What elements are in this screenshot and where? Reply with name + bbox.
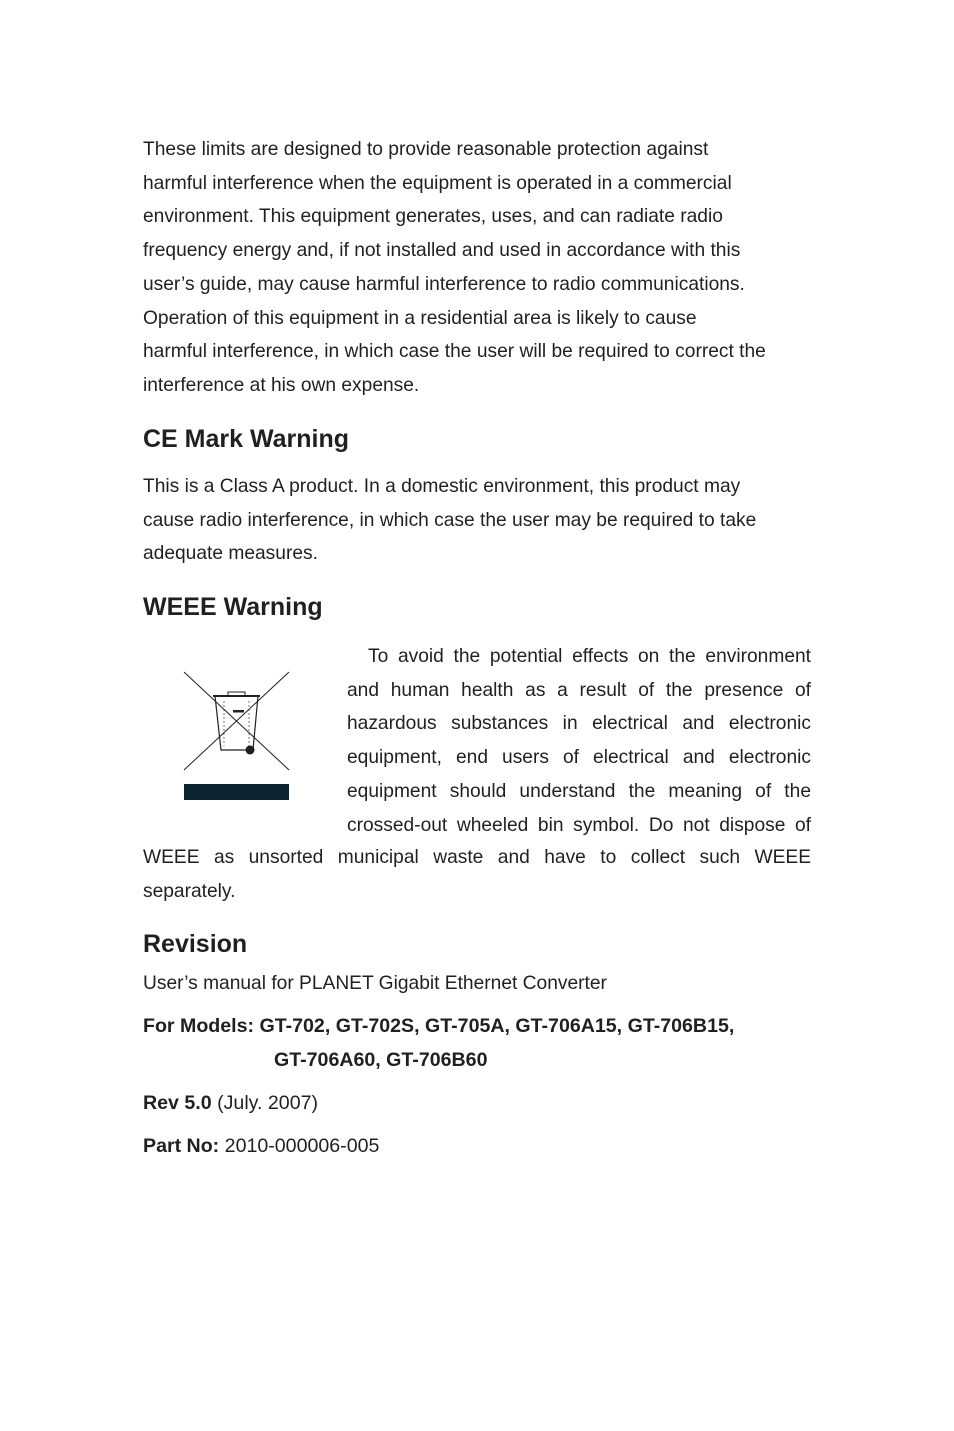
part-label: Part No:	[143, 1135, 220, 1157]
weee-line: WEEE as unsorted municipal waste and have to collect such WEEE	[143, 847, 811, 868]
ce-line: This is a Class A product. In a domestic environment, this product may	[143, 476, 741, 497]
part-number-line	[143, 1129, 379, 1163]
weee-line: equipment, end users of electrical and electronic	[347, 747, 811, 769]
intro-line: Operation of this equipment in a residential area is likely to cause	[143, 307, 697, 329]
manual-description: User’s manual for PLANET Gigabit Ethernet Converter	[143, 973, 607, 994]
weee-line: crossed-out wheeled bin symbol. Do not dispose of	[347, 814, 811, 836]
models-list-continued: GT-706A60, GT-706B60	[274, 1049, 488, 1071]
intro-paragraph	[143, 133, 811, 403]
models-label: For Models:	[143, 1015, 255, 1037]
rev-date: (July. 2007)	[217, 1092, 319, 1114]
weee-line: and human health as a result of the presence of	[347, 679, 811, 701]
ce-line: cause radio interference, in which case the user may be required to take	[143, 509, 757, 531]
weee-line: hazardous substances in electrical and electronic	[347, 713, 811, 735]
intro-line: environment. This equipment generates, uses, and can radiate radio	[143, 206, 723, 228]
intro-line: interference at his own expense.	[143, 374, 420, 396]
intro-line: harmful interference, in which case the user will be required to correct the	[143, 341, 766, 363]
ce-line: adequate measures.	[143, 543, 318, 565]
crossed-out-wheeled-bin-icon	[183, 670, 290, 802]
weee-line: separately.	[143, 880, 236, 902]
weee-continued-paragraph	[143, 841, 811, 908]
rev-label: Rev 5.0	[143, 1092, 212, 1114]
intro-line: frequency energy and, if not installed and used in accordance with this	[143, 240, 741, 262]
part-number: 2010-000006-005	[224, 1135, 380, 1157]
models-line	[143, 1009, 734, 1043]
intro-line: harmful interference when the equipment is operated in a commercial	[143, 172, 732, 194]
intro-line: user’s guide, may cause harmful interference to radio communications.	[143, 273, 745, 295]
weee-line: To avoid the potential effects on the environment	[368, 646, 811, 667]
weee-heading: WEEE Warning	[143, 593, 323, 621]
revision-heading: Revision	[143, 930, 248, 958]
intro-line: These limits are designed to provide reasonable protection against	[143, 139, 709, 160]
weee-line: equipment should understand the meaning of the	[347, 780, 811, 802]
ce-heading: CE Mark Warning	[143, 425, 350, 453]
weee-side-paragraph	[347, 640, 811, 842]
models-list: GT-702, GT-702S, GT-705A, GT-706A15, GT-706B15,	[259, 1015, 735, 1037]
ce-paragraph	[143, 470, 811, 571]
revision-line	[143, 1086, 318, 1120]
